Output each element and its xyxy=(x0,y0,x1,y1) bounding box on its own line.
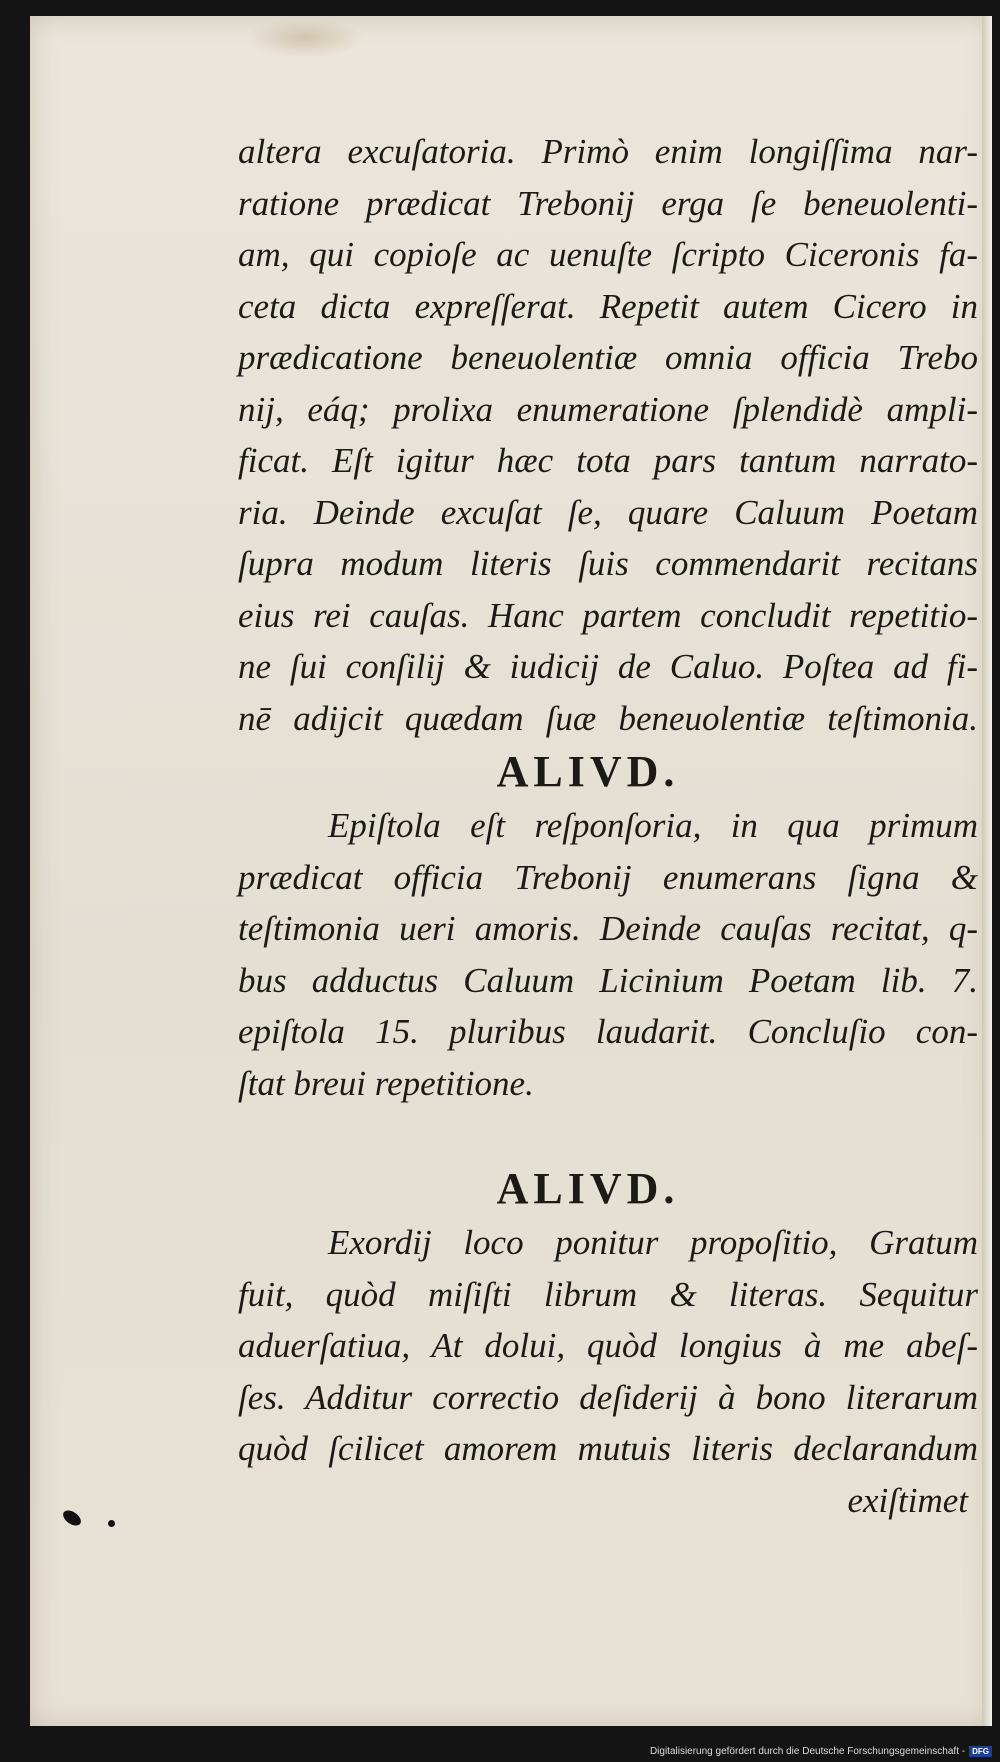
text-line: ſes. Additur correctio deſiderij à bono literarum xyxy=(238,1377,978,1417)
text-line: quòd ſcilicet amorem mutuis literis declarandum xyxy=(238,1429,978,1468)
text-line: nij, eáq; prolixa enumeratione ſplendidè ampli- xyxy=(238,389,978,429)
paper-stain xyxy=(245,18,365,58)
digitization-footer xyxy=(650,1746,992,1757)
text-line: am, qui copioſe ac uenuſte ſcripto Ciceronis fa- xyxy=(238,235,978,274)
text-block xyxy=(238,126,978,1526)
ink-dot xyxy=(108,1520,115,1527)
text-line: ficat. Eſt igitur hæc tota pars tantum narrato- xyxy=(238,441,978,480)
text-line: eius rei cauſas. Hanc partem concludit repetitio- xyxy=(238,595,978,635)
text-line: bus adductus Caluum Licinium Poetam lib. 7. xyxy=(238,960,978,1000)
text-line: prædicatione beneuolentiæ omnia officia Trebo xyxy=(238,338,978,377)
text-line: altera excuſatoria. Primò enim longiſſima nar- xyxy=(238,132,978,171)
text-line: nē adijcit quædam ſuæ beneuolentiæ teſtimonia. xyxy=(238,698,978,738)
dfg-logo-icon: DFG xyxy=(969,1746,992,1757)
text-line: ſupra modum literis ſuis commendarit recitans xyxy=(238,544,978,583)
text-line: epiſtola 15. pluribus laudarit. Concluſio con- xyxy=(238,1012,978,1051)
footer-text: Digitalisierung gefördert durch die Deutsche Forschungsgemeinschaft - xyxy=(649,1746,966,1757)
text-line: ne ſui conſilij & iudicij de Caluo. Poſtea ad fi- xyxy=(238,647,978,686)
text-line: aduerſatiua, At dolui, quòd longius à me abeſ- xyxy=(238,1326,978,1365)
text-line: ria. Deinde excuſat ſe, quare Caluum Poetam xyxy=(238,492,978,532)
text-line: Exordij loco ponitur propoſitio, Gratum xyxy=(328,1223,978,1262)
page-edge xyxy=(982,16,992,1726)
text-line: ratione prædicat Trebonij erga ſe beneuolenti- xyxy=(238,183,978,223)
section-heading: ALIVD. xyxy=(496,747,680,796)
text-line: ceta dicta expreſſerat. Repetit autem Cicero in xyxy=(238,286,978,326)
text-line: teſtimonia ueri amoris. Deinde cauſas recitat, q- xyxy=(238,909,978,948)
text-line: fuit, quòd miſiſti librum & literas. Sequitur xyxy=(238,1274,978,1314)
text-line: prædicat officia Trebonij enumerans ſigna & xyxy=(238,857,978,897)
catchword: exiſtimet xyxy=(847,1480,968,1520)
spacer xyxy=(238,1109,978,1161)
book-page xyxy=(30,16,992,1726)
section-heading: ALIVD. xyxy=(496,1164,680,1213)
text-line: Epiſtola eſt reſponſoria, in qua primum xyxy=(328,806,978,845)
text-line: ſtat breui repetitione. xyxy=(238,1063,534,1103)
